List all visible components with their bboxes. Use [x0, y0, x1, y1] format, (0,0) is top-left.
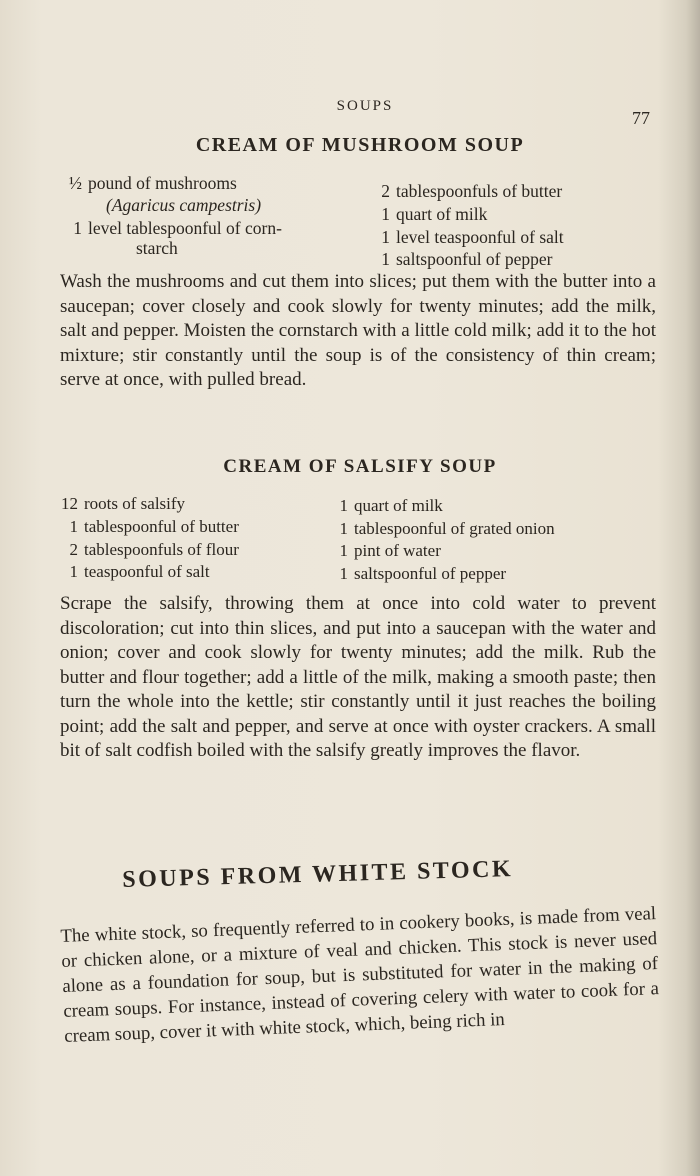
ingredient-line: [60, 172, 237, 194]
ingredient-line: [326, 539, 441, 562]
ingredient-qty: 1: [339, 564, 348, 583]
ingredient-line: [326, 517, 555, 540]
ingredient-line: [368, 203, 487, 225]
ingredient-text: tablespoonfuls of flour: [84, 540, 239, 559]
ingredient-line: [326, 494, 443, 517]
ingredient-text: pound of mushrooms: [88, 173, 237, 193]
ingredient-qty: 2: [381, 181, 390, 201]
white-stock-text: The white stock, so frequently referred to in cookery books, is made from veal or chicken alone, or a mixture of veal and chicken. This stock is never used alone as a foundation for soup, but is substituted for water in the making of cream soups. For instance, instead of covering celery with water to cook for a cream soup, cover it with white stock, which, being rich in: [60, 903, 660, 1047]
ingredient-text: level teaspoonful of salt: [396, 227, 564, 247]
ingredient-text: pint of water: [354, 541, 441, 560]
ingredient-qty: 1: [381, 227, 390, 247]
ingredient-text: level tablespoonful of corn-: [88, 218, 282, 238]
ingredient-text: starch: [136, 238, 178, 258]
ingredient-qty: 1: [69, 562, 78, 581]
ingredient-text: quart of milk: [354, 496, 443, 515]
ingredient-line: [106, 194, 261, 216]
section-heading: SOUPS FROM WHITE STOCK: [122, 856, 514, 893]
ingredient-line: [56, 492, 185, 515]
ingredient-qty: 12: [61, 494, 78, 513]
ingredient-qty: 2: [69, 540, 78, 559]
mushroom-soup-directions: Wash the mushrooms and cut them into slices; put them with the butter into a saucepan; cover closely and cook slowly for twenty minutes; add the milk, salt and pepper. Moisten the cornstarch with a little cold milk; add it to the hot mixture; stir constantly until the soup is of the consistency of thin cream; serve at once, with pulled bread.: [60, 271, 656, 390]
ingredient-qty: 1: [339, 496, 348, 515]
ingredient-qty: 1: [69, 517, 78, 536]
mushroom-soup-title: CREAM OF MUSHROOM SOUP: [195, 134, 525, 156]
ingredient-line: [326, 562, 506, 585]
ingredient-text: saltspoonful of pepper: [354, 564, 507, 583]
ingredient-qty: 1: [381, 204, 390, 224]
ingredient-qty: 1: [339, 541, 348, 560]
ingredient-line: [368, 226, 564, 248]
ingredient-qty: 1: [381, 249, 390, 269]
ingredient-text: tablespoonfuls of butter: [396, 181, 563, 201]
salsify-soup-title: CREAM OF SALSIFY SOUP: [223, 456, 497, 477]
ingredient-line: [56, 560, 210, 583]
salsify-soup-directions: Scrape the salsify, throwing them at once into cold water to prevent discoloration; cut into thin slices, and put into a saucepan with the water and onion; cover and cook slowly for twenty minutes; add the milk. Rub the butter and flour together; add a little of the milk, making a smooth paste; then turn the whole into the kettle; stir constantly until it just reaches the boiling point; add the salt and pepper, and serve at once with oyster crackers. A small bit of salt codfish boiled with the salsify greatly improves the flavor.: [60, 593, 656, 761]
ingredient-text: (Agaricus campestris): [106, 195, 262, 215]
ingredient-text: roots of salsify: [84, 494, 186, 513]
ingredient-text: saltspoonful of pepper: [396, 249, 553, 269]
page-number: 77: [632, 108, 650, 128]
ingredient-line: [136, 237, 178, 259]
ingredient-qty: 1: [339, 519, 348, 538]
ingredient-line: [368, 180, 562, 202]
ingredient-text: teaspoonful of salt: [84, 562, 210, 581]
ingredient-line: [60, 217, 282, 239]
ingredient-line: [56, 538, 239, 561]
running-head: SOUPS: [336, 98, 394, 114]
ingredient-qty: ½: [68, 173, 82, 193]
ingredient-qty: 1: [73, 218, 82, 238]
ingredient-text: tablespoonful of grated onion: [354, 519, 555, 538]
ingredient-text: quart of milk: [396, 204, 488, 224]
ingredient-text: tablespoonful of butter: [84, 517, 239, 536]
ingredient-line: [368, 248, 553, 270]
ingredient-line: [56, 515, 239, 538]
